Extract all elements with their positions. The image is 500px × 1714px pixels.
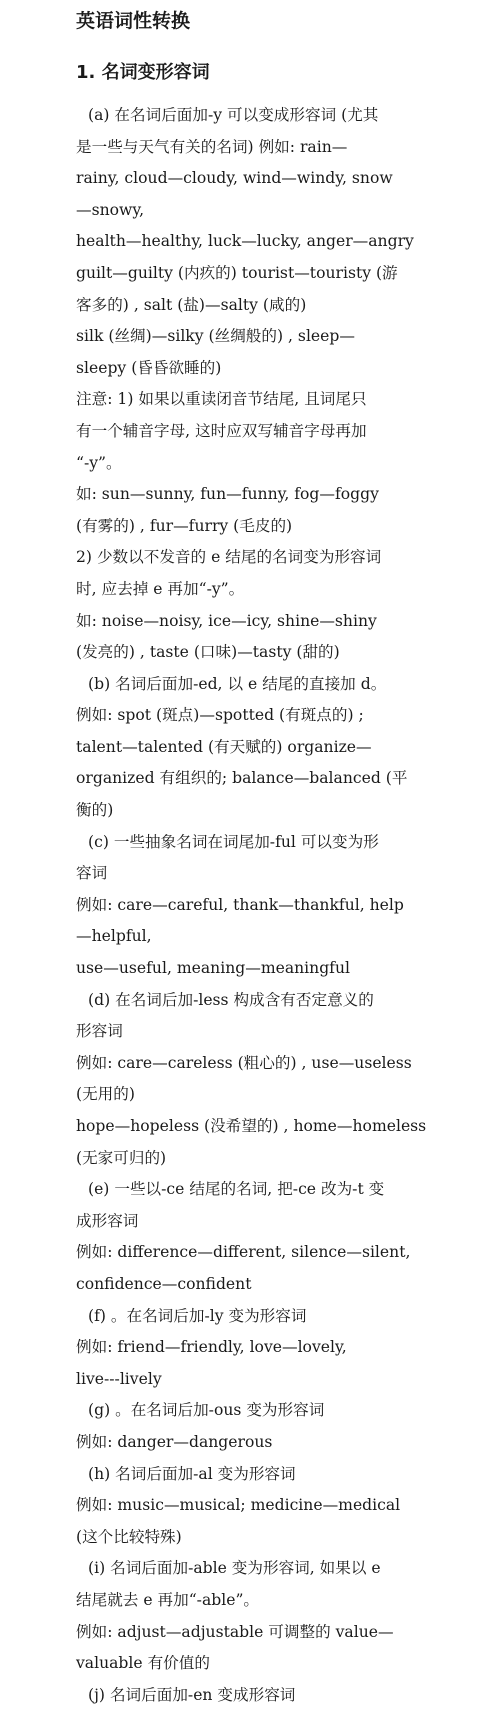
text-line: live---lively [76, 1369, 162, 1388]
text-line: 成形容词 [76, 1211, 139, 1230]
text-line: (b) 名词后面加-ed, 以 e 结尾的直接加 d。 [88, 674, 387, 693]
text-line: (d) 在名词后加-less 构成含有否定意义的 [88, 990, 374, 1009]
text-line: rainy, cloud—cloudy, wind—windy, snow [76, 169, 393, 188]
text-line: (f) 。在名词后加-ly 变为形容词 [88, 1306, 307, 1325]
text-line: hope—hopeless (没希望的) , home—homeless [76, 1117, 427, 1135]
text-line: silk (丝绸)—silky (丝绸般的) , sleep— [76, 327, 355, 346]
text-line: 例如: friend—friendly, love—lovely, [76, 1338, 347, 1357]
text-line: 注意: 1) 如果以重读闭音节结尾, 且词尾只 [76, 390, 367, 409]
text-line: 是一些与天气有关的名词) 例如: rain— [76, 137, 348, 156]
text-line: 有一个辅音字母, 这时应双写辅音字母再加 [76, 421, 367, 440]
text-line: 如: noise—noisy, ice—icy, shine—shiny [76, 611, 377, 630]
text-line: (j) 名词后面加-en 变成形容词 [88, 1685, 296, 1704]
text-line: 例如: adjust—adjustable 可调整的 value— [76, 1622, 394, 1641]
text-line: 例如: difference—different, silence—silent, [76, 1243, 411, 1262]
text-line: 2) 少数以不发音的 e 结尾的名词变为形容词 [76, 548, 382, 567]
text-line: (g) 。在名词后加-ous 变为形容词 [88, 1401, 325, 1420]
text-line: —snowy, [76, 200, 145, 219]
text-line: (e) 一些以-ce 结尾的名词, 把-ce 改为-t 变 [88, 1180, 385, 1199]
text-line: use—useful, meaning—meaningful [76, 959, 350, 978]
text-line: sleepy (昏昏欲睡的) [76, 358, 222, 377]
document-title: 英语词性转换 [76, 10, 191, 32]
text-line: (有雾的) , fur—furry (毛皮的) [76, 516, 293, 535]
text-line: (h) 名词后面加-al 变为形容词 [88, 1464, 296, 1483]
text-line: 客多的) , salt (盐)—salty (咸的) [76, 295, 307, 314]
text-line: 例如: care—careless (粗心的) , use—useless [76, 1053, 412, 1072]
text-line: guilt—guilty (内疚的) tourist—touristy (游 [76, 263, 398, 282]
document-body [76, 100, 456, 1711]
text-line: 容词 [76, 864, 108, 883]
text-line: 衡的) [76, 801, 114, 820]
text-line: 如: sun—sunny, fun—funny, fog—foggy [76, 485, 379, 504]
text-line: (i) 名词后面加-able 变为形容词, 如果以 e [88, 1559, 381, 1578]
text-line: 形容词 [76, 1022, 123, 1041]
text-line: “-y”。 [76, 453, 122, 472]
text-line: —helpful, [76, 927, 152, 946]
text-line: 例如: danger—dangerous [76, 1432, 273, 1451]
text-line: (这个比较特殊) [76, 1527, 182, 1546]
text-line: 例如: music—musical; medicine—medical [76, 1496, 401, 1515]
text-line: health—healthy, luck—lucky, anger—angry [76, 232, 414, 251]
text-line: talent—talented (有天赋的) organize— [76, 737, 372, 756]
text-line: 例如: spot (斑点)—spotted (有斑点的) ; [76, 706, 364, 725]
text-line: (无用的) [76, 1085, 135, 1104]
text-line: (a) 在名词后面加-y 可以变成形容词 (尤其 [88, 106, 379, 124]
text-line: 例如: care—careful, thank—thankful, help [76, 895, 404, 914]
text-line: 结尾就去 e 再加“-able”。 [76, 1590, 260, 1609]
text-line: (发亮的) , taste (口味)—tasty (甜的) [76, 643, 340, 662]
section-heading: 1. 名词变形容词 [76, 62, 210, 83]
text-line: (c) 一些抽象名词在词尾加-ful 可以变为形 [88, 832, 379, 851]
text-line: 时, 应去掉 e 再加“-y”。 [76, 579, 245, 598]
text-line: confidence—confident [76, 1274, 252, 1293]
text-line: (无家可归的) [76, 1148, 167, 1167]
text-line: organized 有组织的; balance—balanced (平 [76, 769, 408, 788]
text-line: valuable 有价值的 [76, 1654, 210, 1673]
